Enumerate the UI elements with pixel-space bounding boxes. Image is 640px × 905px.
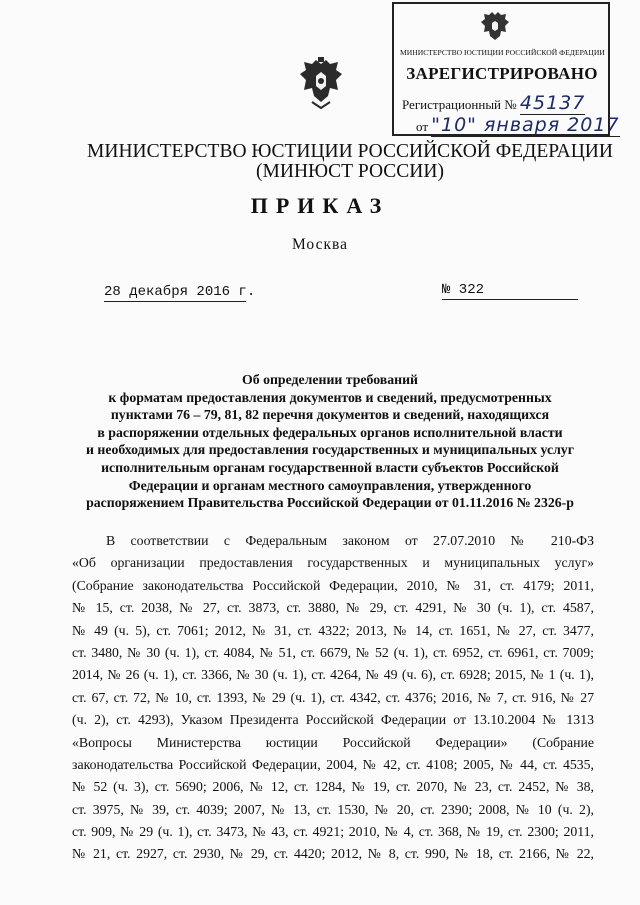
title-line: исполнительным органам государственной власти субъектов Российской	[101, 459, 559, 475]
stamp-date-line	[416, 114, 620, 137]
stamp-date-value: "10" января 2017	[431, 114, 620, 136]
body-line: ст. 909, № 29 (ч. 1), ст. 3473, № 43, ст. 4921; 2010, № 4, ст. 368, № 19, ст. 2300; 2011,	[72, 824, 594, 840]
body-line: «Вопросы Министерства юстиции Российской Федерации» (Собрание	[72, 734, 594, 750]
title-line: Об определении требований	[241, 372, 419, 387]
body-line: № 52 (ч. 3), ст. 5690; 2006, № 12, ст. 1284, № 19, ст. 2070, № 23, ст. 2452, № 38,	[72, 779, 594, 795]
body-line: ст. 67, ст. 72, № 10, ст. 1393, № 29 (ч. 1), ст. 4342, ст. 4376; 2016, № 7, ст. 916, № 27	[72, 689, 594, 705]
registration-stamp	[392, 2, 620, 136]
body-line: «Об организации предоставления государственных и муниципальных услуг»	[72, 555, 594, 571]
ministry-short-name: (МИНЮСТ РОССИИ)	[256, 161, 444, 182]
body-line: № 15, ст. 2038, № 27, ст. 3873, ст. 3880, № 29, ст. 4291, № 30 (ч. 1), ст. 4587,	[72, 600, 594, 616]
body-line: законодательства Российской Федерации, 2004, № 42, ст. 4108; 2005, № 44, ст. 4535,	[72, 756, 594, 772]
stamp-reg-number: 45137	[519, 92, 586, 114]
title-line: пунктами 76 – 79, 81, 82 перечня документов и сведений, находящихся	[110, 407, 550, 423]
stamp-reg-line	[402, 92, 585, 115]
stamp-date-label: от	[416, 119, 429, 134]
body-line: ст. 3480, № 30 (ч. 1), ст. 4084, № 51, ст. 6679, № 52 (ч. 1), ст. 6952, ст. 6961, ст. 7009;	[72, 644, 594, 660]
body-line: № 21, ст. 2927, ст. 2930, № 29, ст. 4420; 2012, № 8, ст. 990, № 18, ст. 2166, № 22,	[72, 846, 594, 862]
order-date: 28 декабря 2016 г.	[104, 284, 256, 300]
stamp-status: ЗАРЕГИСТРИРОВАНО	[406, 64, 598, 83]
body-line: (Собрание законодательства Российской Федерации, 2010, № 31, ст. 4179; 2011,	[72, 577, 594, 593]
ministry-title	[60, 142, 640, 182]
body-line: (ч. 2), ст. 4293), Указом Президента Российской Федерации от 13.10.2004 № 1313	[72, 712, 594, 728]
city: Москва	[292, 236, 348, 253]
title-line: к форматам предоставления документов и сведений, предусмотренных	[108, 389, 552, 405]
title-line: распоряжением Правительства Российской Федерации от 01.11.2016 № 2326-р	[86, 495, 574, 511]
stamp-emblem-icon	[480, 10, 510, 42]
title-line: в распоряжении отдельных федеральных органов исполнительной власти	[97, 424, 563, 440]
coat-of-arms-icon	[298, 56, 344, 110]
title-line: и необходимых для предоставления государственных и муниципальных услуг	[86, 442, 574, 458]
document-type: ПРИКАЗ	[250, 193, 390, 218]
order-title	[60, 371, 600, 512]
stamp-reg-label: Регистрационный №	[402, 97, 517, 112]
body-line: В соответствии с Федеральным законом от 27.07.2010 № 210-ФЗ	[106, 533, 594, 548]
ministry-name: МИНИСТЕРСТВО ЮСТИЦИИ РОССИЙСКОЙ ФЕДЕРАЦИИ	[87, 141, 613, 162]
body-line: 2014, № 26 (ч. 1), ст. 3366, № 30 (ч. 1), ст. 4264, № 49 (ч. 6), ст. 6928; 2015, № 1 (ч. 1),	[72, 667, 594, 683]
body-line: № 49 (ч. 5), ст. 7061; 2012, № 31, ст. 4322; 2013, № 14, ст. 1651, № 27, ст. 3477,	[72, 622, 594, 638]
order-number: № 322	[442, 282, 578, 300]
body-line: ст. 3975, № 39, ст. 4039; 2007, № 13, ст. 1530, № 20, ст. 2390; 2008, № 10 (ч. 2),	[72, 801, 594, 817]
stamp-ministry: МИНИСТЕРСТВО ЮСТИЦИИ РОССИЙСКОЙ ФЕДЕРАЦИИ	[400, 48, 605, 57]
order-body	[72, 530, 594, 866]
title-line: Федерации и органам местного самоуправления, утвержденного	[128, 477, 532, 493]
